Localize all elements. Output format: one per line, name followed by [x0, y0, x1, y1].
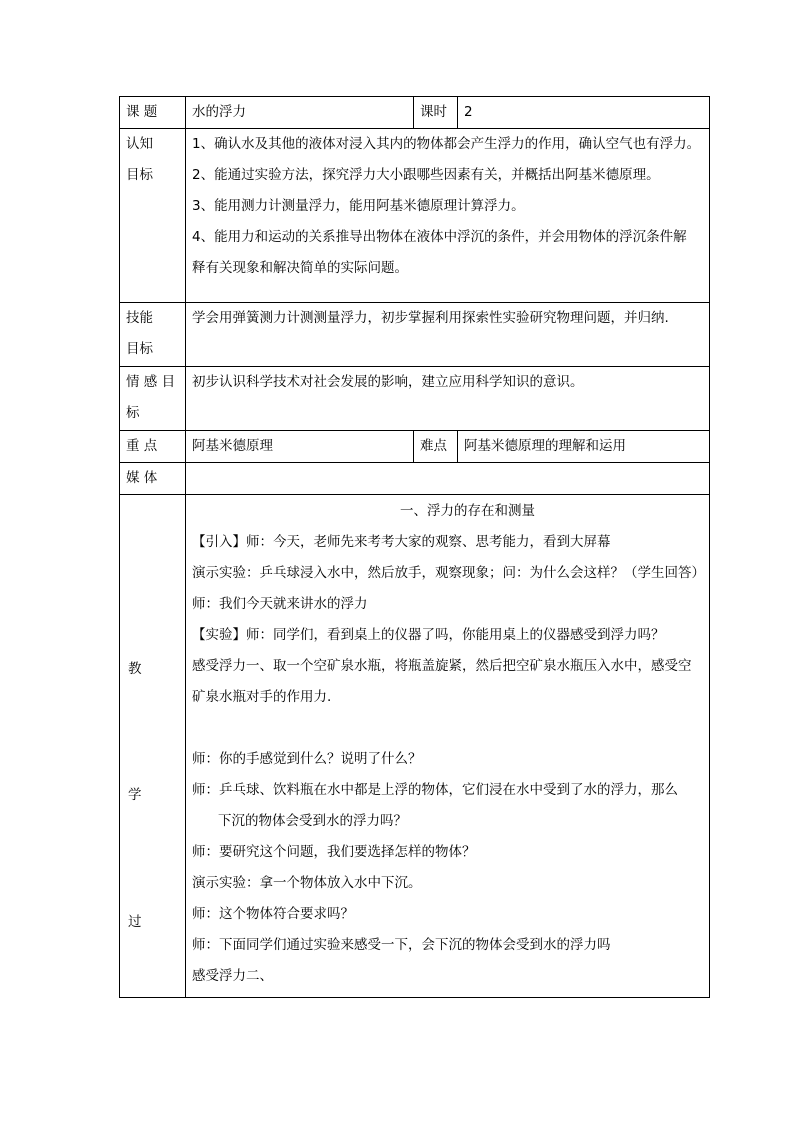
teaching-line-1: 【引入】师：今天，老师先来考考大家的观察、思考能力，看到大屏幕	[192, 534, 611, 550]
difficulty-value: 阿基米德原理的理解和运用	[458, 431, 710, 463]
period-label: 课时	[414, 97, 458, 129]
teaching-line-4: 【实验】师：同学们，看到桌上的仪器了吗，你能用桌上的仪器感受到浮力吗？	[192, 627, 665, 643]
emotion-goal-text: 初步认识科学技术对社会发展的影响，建立应用科学知识的意识。	[192, 374, 584, 390]
skill-goals-label	[120, 303, 186, 367]
difficulty-label: 难点	[414, 431, 458, 463]
topic-label: 课 题	[120, 97, 186, 129]
skill-goals-row	[120, 303, 710, 367]
media-value	[186, 463, 710, 495]
skill-goals-content	[186, 303, 710, 367]
teaching-line-14: 师：下面同学们通过实验来感受一下，会下沉的物体会受到水的浮力吗	[192, 937, 611, 953]
teaching-label-char-1: 教	[128, 661, 142, 677]
topic-row	[120, 97, 710, 129]
cognitive-goal-2: 2、能通过实验方法，探究浮力大小跟哪些因素有关，并概括出阿基米德原理。	[192, 167, 660, 183]
skill-label-line-1: 技能	[126, 310, 153, 326]
teaching-line-12: 演示实验：拿一个物体放入水中下沉。	[192, 875, 422, 891]
teaching-process-label	[120, 495, 186, 998]
teaching-line-9: 师：乒乓球、饮料瓶在水中都是上浮的物体，它们浸在水中受到了水的浮力，那么	[192, 782, 678, 798]
cognitive-goals-content	[186, 129, 710, 303]
teaching-line-8: 师：你的手感觉到什么？说明了什么？	[192, 751, 422, 767]
cognitive-goal-1: 1、确认水及其他的液体对浸入其内的物体都会产生浮力的作用，确认空气也有浮力。	[192, 136, 701, 152]
emotion-label-line-2: 标	[126, 405, 140, 421]
teaching-line-5: 感受浮力一、取一个空矿泉水瓶，将瓶盖旋紧，然后把空矿泉水瓶压入水中，感受空	[192, 658, 692, 674]
focus-label: 重 点	[120, 431, 186, 463]
emotion-label-line-1: 情 感 目	[126, 374, 176, 390]
media-label: 媒 体	[120, 463, 186, 495]
cognitive-label-line-2: 目标	[126, 167, 153, 183]
emotion-goals-content	[186, 367, 710, 431]
lesson-plan-table	[119, 96, 710, 998]
teaching-line-13: 师：这个物体符合要求吗？	[192, 906, 354, 922]
teaching-line-10: 下沉的物体会受到水的浮力吗？	[218, 813, 407, 829]
cognitive-goals-label	[120, 129, 186, 303]
media-row	[120, 463, 710, 495]
key-points-row	[120, 431, 710, 463]
teaching-line-11: 师：要研究这个问题，我们要选择怎样的物体？	[192, 844, 476, 860]
teaching-line-6: 矿泉水瓶对手的作用力.	[192, 689, 332, 705]
emotion-goals-row	[120, 367, 710, 431]
teaching-line-15: 感受浮力二、	[192, 968, 273, 984]
teaching-line-3: 师：我们今天就来讲水的浮力	[192, 596, 368, 612]
cognitive-goal-4-cont: 释有关现象和解决简单的实际问题。	[192, 260, 408, 276]
teaching-label-char-2: 学	[128, 787, 142, 803]
teaching-blank-line	[192, 713, 703, 744]
teaching-line-2: 演示实验：乒乓球浸入水中，然后放手，观察现象；问：为什么会这样？（学生回答）	[192, 565, 705, 581]
cognitive-goal-4: 4、能用力和运动的关系推导出物体在液体中浮沉的条件，并会用物体的浮沉条件解	[192, 229, 687, 245]
section-title: 一、浮力的存在和测量	[400, 503, 535, 519]
teaching-process-row	[120, 495, 710, 998]
period-value: 2	[458, 97, 710, 129]
cognitive-goal-3: 3、能用测力计测量浮力，能用阿基米德原理计算浮力。	[192, 198, 525, 214]
teaching-process-content	[186, 495, 710, 998]
emotion-goals-label	[120, 367, 186, 431]
skill-goal-text: 学会用弹簧测力计测测量浮力，初步掌握利用探索性实验研究物理问题，并归纳.	[192, 310, 669, 326]
skill-label-line-2: 目标	[126, 341, 153, 357]
topic-value: 水的浮力	[186, 97, 414, 129]
focus-value: 阿基米德原理	[186, 431, 414, 463]
cognitive-label-line-1: 认知	[126, 136, 153, 152]
teaching-label-char-3: 过	[128, 914, 142, 930]
cognitive-goals-row	[120, 129, 710, 303]
